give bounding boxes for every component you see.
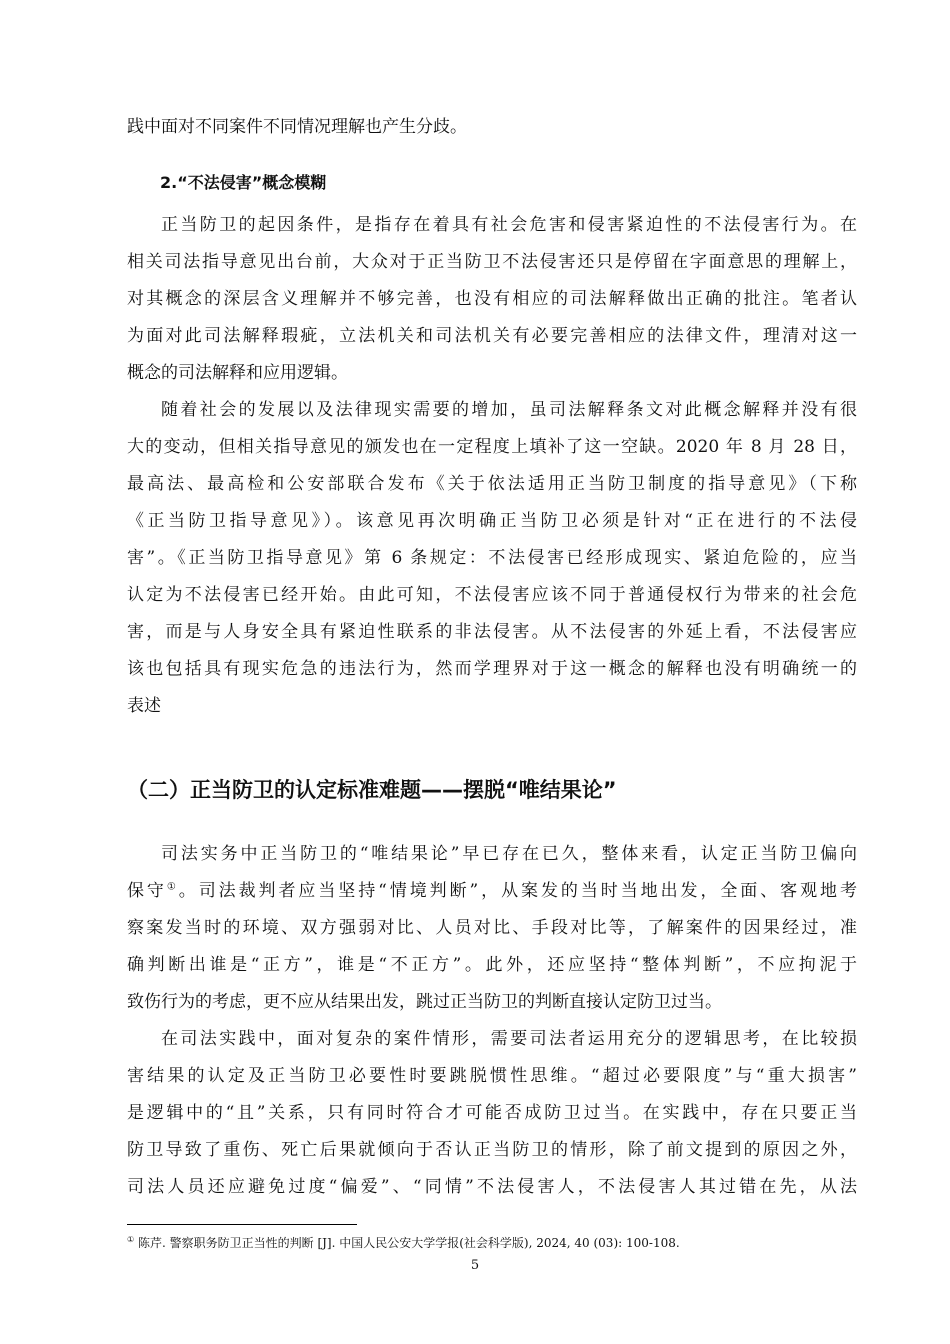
text-line: 察案发当时的环境、双方强弱对比、人员对比、手段对比等，了解案件的因果经过，准 [127,918,857,938]
text-line [127,879,857,903]
text-line: 害，而是与人身安全具有紧迫性联系的非法侵害。从不法侵害的外延上看，不法侵害应 [127,622,857,642]
text-line: 对其概念的深层含义理解并不够完善，也没有相应的司法解释做出正确的批注。笔者认 [127,289,857,309]
footnote-text: 陈芹. 警察职务防卫正当性的判断 [J]. 中国人民公安大学学报(社会科学版), 2024, 40 (03): 100-108. [138,1236,680,1250]
text-line: 致伤行为的考虑，更不应从结果出发，跳过正当防卫的判断直接认定防卫过当。 [127,992,722,1012]
text-line: 在司法实践中，面对复杂的案件情形，需要司法者运用充分的逻辑思考，在比较损 [161,1029,857,1049]
text-line: 正当防卫的起因条件，是指存在着具有社会危害和侵害紧迫性的不法侵害行为。在 [161,215,857,235]
text-line: 表述 [127,696,161,716]
text-line: 害结果的认定及正当防卫必要性时要跳脱惯性思维。“超过必要限度”与“重大损害” [127,1066,857,1086]
text-line: 《正当防卫指导意见》）。该意见再次明确正当防卫必须是针对“正在进行的不法侵 [127,511,857,531]
text-line: 大的变动，但相关指导意见的颁发也在一定程度上填补了这一空缺。2020 年 8 月 28 日， [127,437,857,457]
text-line: 为面对此司法解释瑕疵，立法机关和司法机关有必要完善相应的法律文件，理清对这一 [127,326,857,346]
text-line: 随着社会的发展以及法律现实需要的增加，虽司法解释条文对此概念解释并没有很 [161,400,857,420]
section-heading: （二）正当防卫的认定标准难题——摆脱“唯结果论” [127,778,617,802]
text-line: 是逻辑中的“且”关系，只有同时符合才可能否成防卫过当。在实践中，存在只要正当 [127,1103,857,1123]
text-line: 践中面对不同案件不同情况理解也产生分歧。 [127,117,467,137]
text-segment: 保守 [127,881,167,901]
text-line: 司法实务中正当防卫的“唯结果论”早已存在已久，整体来看，认定正当防卫偏向 [161,844,857,864]
text-line: 害”。《正当防卫指导意见》第 6 条规定：不法侵害已经形成现实、紧迫危险的，应当 [127,548,857,568]
text-line: 确判断出谁是“正方”，谁是“不正方”。此外，还应坚持“整体判断”，不应拘泥于 [127,955,857,975]
footnote [127,1235,680,1251]
text-segment: 。司法裁判者应当坚持“情境判断”，从案发的当时当地出发，全面、客观地考 [178,881,857,901]
text-line: 防卫导致了重伤、死亡后果就倾向于否认正当防卫的情形，除了前文提到的原因之外， [127,1140,857,1160]
footnote-separator [127,1224,357,1225]
text-line: 认定为不法侵害已经开始。由此可知，不法侵害应该不同于普通侵权行为带来的社会危 [127,585,857,605]
text-line: 该也包括具有现实危急的违法行为，然而学理界对于这一概念的解释也没有明确统一的 [127,659,857,679]
page-number: 5 [470,1258,480,1273]
text-line: 最高法、最高检和公安部联合发布《关于依法适用正当防卫制度的指导意见》（下称 [127,474,857,494]
text-line: 相关司法指导意见出台前，大众对于正当防卫不法侵害还只是停留在字面意思的理解上， [127,252,857,272]
text-line: 概念的司法解释和应用逻辑。 [127,363,348,383]
text-line: 司法人员还应避免过度“偏爱”、“同情”不法侵害人，不法侵害人其过错在先，从法 [127,1177,857,1197]
subheading: 2.“不法侵害”概念模糊 [160,173,327,192]
footnote-mark: ① [127,1235,135,1244]
footnote-reference[interactable]: ① [166,881,179,893]
